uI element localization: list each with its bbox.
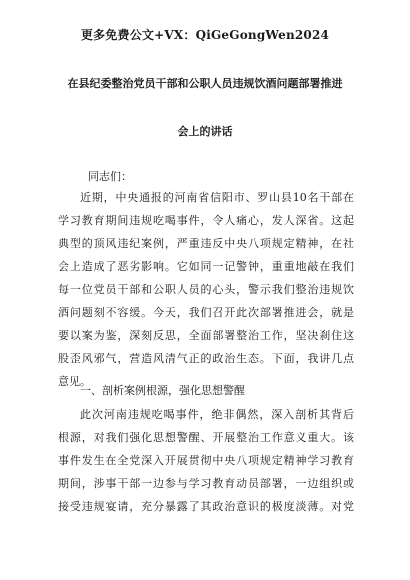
watermark-header: 更多免费公文+VX：QiGeGongWen2024 xyxy=(80,28,330,42)
section-heading-1: 一、剖析案例根源，强化思想警醒 xyxy=(80,384,245,397)
paragraph-line: 根源，对我们强化思想警醒、开展整治工作意义重大。该 xyxy=(58,431,354,444)
document-title-line-1: 在县纪委整治党员干部和公职人员违规饮酒问题部署推进 xyxy=(67,77,343,90)
paragraph-line: 此次河南违规吃喝事件，绝非偶然，深入剖析其背后 xyxy=(80,408,354,421)
paragraph-line: 股歪风邪气，营造风清气正的政治生态。下面，我讲几点 xyxy=(58,352,354,365)
paragraph-line: 接受违规宴请，充分暴露了其政治意识的极度淡薄。对党 xyxy=(58,500,354,513)
paragraph-2 xyxy=(58,403,354,518)
paragraph-line: 近期，中央通报的河南省信阳市、罗山县10名干部在 xyxy=(80,191,354,204)
paragraph-line: 典型的顶风违纪案例，严重违反中央八项规定精神，在社 xyxy=(58,237,354,250)
paragraph-line: 要以案为鉴，深刻反思，全面部署整治工作，坚决刹住这 xyxy=(58,329,354,342)
paragraph-line: 学习教育期间违规吃喝事件，令人痛心，发人深省。这起 xyxy=(58,214,354,227)
paragraph-line: 期间，涉事干部一边参与学习教育动员部署，一边组织或 xyxy=(58,477,354,490)
salutation: 同志们： xyxy=(88,170,132,183)
paragraph-line: 酒问题刻不容缓。今天，我们召开此次部署推进会，就是 xyxy=(58,306,354,319)
paragraph-line: 会上造成了恶劣影响。它如同一记警钟，重重地敲在我们 xyxy=(58,260,354,273)
document-title-line-2: 会上的讲话 xyxy=(177,125,233,138)
paragraph-1 xyxy=(58,186,354,393)
paragraph-line: 意见。 xyxy=(58,375,91,388)
paragraph-line: 事件发生在全党深入开展贯彻中央八项规定精神学习教育 xyxy=(58,454,354,467)
paragraph-line: 每一位党员干部和公职人员的心头，警示我们整治违规饮 xyxy=(58,283,354,296)
